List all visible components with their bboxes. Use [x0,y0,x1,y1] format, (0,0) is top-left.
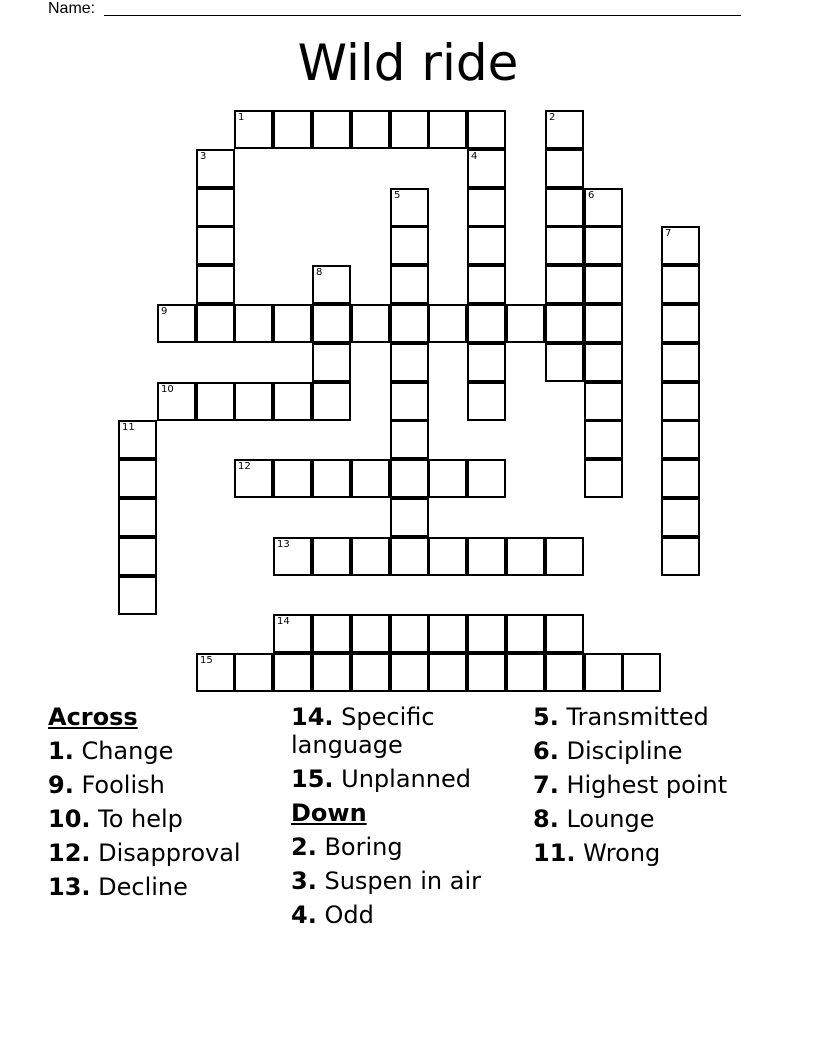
clue-item-text: Discipline [558,737,683,765]
grid-cell[interactable] [312,110,351,149]
clue-item [291,765,521,793]
clue-item [48,839,288,867]
grid-cell[interactable] [467,614,506,653]
clue-item-number: 1. [48,737,74,765]
grid-cell[interactable] [390,459,429,498]
grid-cell[interactable] [506,304,545,343]
grid-cell[interactable] [545,304,584,343]
grid-cell[interactable] [661,265,700,304]
clue-number: 8 [316,267,323,278]
grid-cell[interactable] [351,653,390,692]
grid-cell[interactable] [390,110,429,149]
down-clues-list-1 [291,833,521,929]
grid-cell[interactable] [661,498,700,537]
grid-cell[interactable] [467,304,506,343]
grid-cell[interactable] [390,420,429,459]
name-label: Name: [48,0,96,17]
clue-item-text: Specific language [291,703,435,759]
grid-cell[interactable] [351,110,390,149]
clue-number: 14 [277,616,290,627]
grid-cell[interactable] [234,653,273,692]
grid-cell[interactable] [467,226,506,265]
grid-cell[interactable] [622,653,661,692]
across-heading: Across [48,703,138,731]
clue-item-number: 13. [48,873,91,901]
clues-column-1 [48,703,288,907]
grid-cell[interactable] [234,304,273,343]
clue-number: 1 [238,112,245,123]
grid-cell[interactable] [196,304,235,343]
grid-cell[interactable] [661,420,700,459]
clues-column-3 [533,703,763,873]
grid-cell[interactable] [390,537,429,576]
grid-cell[interactable] [312,614,351,653]
across-clues-list-2 [291,703,521,793]
grid-cell[interactable] [118,459,157,498]
grid-cell[interactable] [390,382,429,421]
grid-cell[interactable] [545,343,584,382]
grid-cell[interactable] [584,265,623,304]
clue-item-number: 3. [291,867,317,895]
grid-cell[interactable] [196,226,235,265]
clue-item-number: 6. [533,737,559,765]
grid-cell[interactable] [312,304,351,343]
clue-item [291,703,521,759]
clue-item-text: Wrong [575,839,661,867]
grid-cell[interactable] [467,265,506,304]
grid-cell[interactable] [273,614,312,653]
clue-number: 4 [471,151,478,162]
grid-cell[interactable] [545,537,584,576]
grid-cell[interactable] [196,653,235,692]
clue-item [48,805,288,833]
grid-cell[interactable] [506,653,545,692]
grid-cell[interactable] [351,614,390,653]
clue-number: 12 [238,461,251,472]
clue-item [291,833,521,861]
grid-cell[interactable] [506,537,545,576]
grid-cell[interactable] [661,537,700,576]
grid-cell[interactable] [273,304,312,343]
clue-number: 2 [549,112,556,123]
clue-number: 6 [588,190,595,201]
grid-cell[interactable] [661,343,700,382]
grid-cell[interactable] [467,382,506,421]
clue-number: 9 [161,306,168,317]
clue-item [48,771,288,799]
grid-cell[interactable] [584,188,623,227]
grid-cell[interactable] [390,343,429,382]
grid-cell[interactable] [312,459,351,498]
clue-item-number: 2. [291,833,317,861]
clue-item-number: 12. [48,839,91,867]
grid-cell[interactable] [312,382,351,421]
clue-item-number: 9. [48,771,74,799]
grid-cell[interactable] [273,382,312,421]
clue-item [533,805,763,833]
clue-item [533,737,763,765]
grid-cell[interactable] [428,304,467,343]
grid-cell[interactable] [390,304,429,343]
clue-item-number: 5. [533,703,559,731]
clue-item-text: Disapproval [90,839,241,867]
grid-cell[interactable] [312,653,351,692]
grid-cell[interactable] [545,226,584,265]
grid-cell[interactable] [390,653,429,692]
clue-item-text: Foolish [73,771,165,799]
grid-cell[interactable] [351,537,390,576]
grid-cell[interactable] [428,537,467,576]
grid-cell[interactable] [234,459,273,498]
grid-cell[interactable] [584,226,623,265]
grid-cell[interactable] [661,382,700,421]
grid-cell[interactable] [545,149,584,188]
grid-cell[interactable] [661,226,700,265]
clue-item-text: Unplanned [333,765,471,793]
grid-cell[interactable] [584,420,623,459]
down-heading: Down [291,799,367,827]
grid-cell[interactable] [467,149,506,188]
clue-item [48,873,288,901]
clue-item [533,771,763,799]
clue-number: 7 [665,228,672,239]
clue-number: 3 [200,151,207,162]
grid-cell[interactable] [390,226,429,265]
grid-cell[interactable] [312,537,351,576]
grid-cell[interactable] [118,576,157,615]
grid-cell[interactable] [390,265,429,304]
grid-cell[interactable] [234,382,273,421]
across-clues-list-1 [48,737,288,901]
clue-item-text: Transmitted [558,703,709,731]
grid-cell[interactable] [506,614,545,653]
name-line[interactable] [104,15,741,16]
grid-cell[interactable] [428,653,467,692]
grid-cell[interactable] [584,459,623,498]
grid-cell[interactable] [467,653,506,692]
grid-cell[interactable] [467,537,506,576]
grid-cell[interactable] [584,653,623,692]
clue-item-text: Change [73,737,174,765]
clue-item-text: Suspen in air [316,867,481,895]
grid-cell[interactable] [545,653,584,692]
grid-cell[interactable] [545,110,584,149]
clue-item-number: 4. [291,901,317,929]
grid-cell[interactable] [351,304,390,343]
clue-number: 15 [200,655,213,666]
clue-item-number: 7. [533,771,559,799]
down-clues-list-2 [533,703,763,867]
clue-item-text: Odd [316,901,374,929]
grid-cell[interactable] [545,188,584,227]
grid-cell[interactable] [118,420,157,459]
grid-cell[interactable] [196,149,235,188]
clue-number: 11 [122,422,135,433]
grid-cell[interactable] [584,343,623,382]
grid-cell[interactable] [428,110,467,149]
grid-cell[interactable] [661,304,700,343]
grid-cell[interactable] [661,459,700,498]
clues-column-2 [291,703,521,935]
clue-item [291,867,521,895]
grid-cell[interactable] [157,304,196,343]
grid-cell[interactable] [312,265,351,304]
clue-item-text: Lounge [558,805,655,833]
clue-item-number: 14. [291,703,334,731]
grid-cell[interactable] [545,614,584,653]
puzzle-title: Wild ride [297,34,519,92]
clue-item [533,703,763,731]
grid-cell[interactable] [234,110,273,149]
grid-cell[interactable] [273,110,312,149]
grid-cell[interactable] [196,382,235,421]
grid-cell[interactable] [118,498,157,537]
clue-item-text: To help [90,805,183,833]
grid-cell[interactable] [428,614,467,653]
clue-item [48,737,288,765]
clue-number: 13 [277,539,290,550]
grid-cell[interactable] [351,459,390,498]
grid-cell[interactable] [157,382,196,421]
grid-cell[interactable] [390,614,429,653]
clue-item-number: 8. [533,805,559,833]
grid-cell[interactable] [584,304,623,343]
grid-cell[interactable] [467,459,506,498]
grid-cell[interactable] [273,537,312,576]
clue-item-number: 11. [533,839,576,867]
grid-cell[interactable] [390,498,429,537]
clue-item-text: Highest point [558,771,728,799]
clue-item-text: Decline [90,873,188,901]
clue-item-text: Boring [316,833,403,861]
grid-cell[interactable] [196,265,235,304]
clue-item [533,839,763,867]
clue-item [291,901,521,929]
grid-cell[interactable] [467,188,506,227]
clue-item-number: 15. [291,765,334,793]
grid-cell[interactable] [118,537,157,576]
grid-cell[interactable] [467,343,506,382]
clue-number: 10 [161,384,174,395]
grid-cell[interactable] [273,459,312,498]
grid-cell[interactable] [273,653,312,692]
grid-cell[interactable] [428,459,467,498]
clue-number: 5 [394,190,401,201]
grid-cell[interactable] [467,110,506,149]
clue-item-number: 10. [48,805,91,833]
grid-cell[interactable] [584,382,623,421]
grid-cell[interactable] [312,343,351,382]
grid-cell[interactable] [545,265,584,304]
grid-cell[interactable] [196,188,235,227]
grid-cell[interactable] [390,188,429,227]
